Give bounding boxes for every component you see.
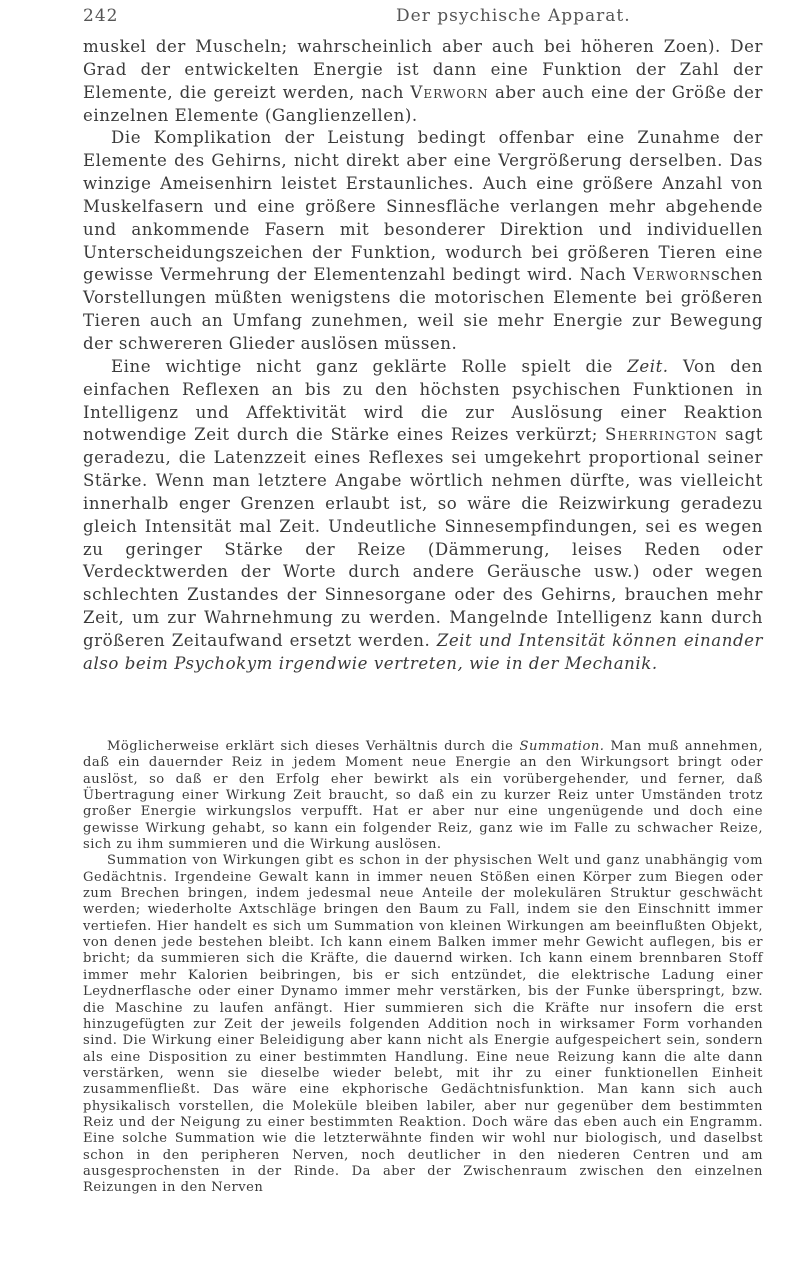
author-name: Verworn bbox=[633, 265, 712, 285]
author-name: Verworn bbox=[410, 82, 489, 102]
text-segment: Man muß annehmen, daß ein dauernder Reiz in jedem Moment neue Energie an den Wirkungsort bringt oder auslöst, so daß er den Erfolg eher bewirkt als ein vorübergehender, und ferner, daß Übertragung einer Wirkung Zeit braucht, so daß ein zu kurzer Reiz unter Umständen trotz großer Energie wirkungslos verpufft. Hat er aber nur eine ungenügende und doch eine gewisse Wirkung gehabt, so kann ein folgender Reiz, ganz wie im Falle zu schwacher Reize, sich zu ihm summieren und die Wirkung auslösen. bbox=[83, 739, 763, 853]
emphasis: Zeit. bbox=[627, 356, 669, 376]
page-number: 242 bbox=[83, 6, 119, 26]
paragraph bbox=[83, 356, 763, 676]
text-segment: sagt geradezu, die Latenzzeit eines Reflexes sei umgekehrt proportional seiner Stärke. Wenn man letztere Angabe wörtlich nehmen dürfte, was vielleicht innerhalb enger Grenzen erlaubt ist, so wäre die Reizwirkung geradezu gleich Intensität mal Zeit. Undeutliche Sinnesempfindungen, sei es wegen zu geringer Stärke der Reize (Dämmerung, leises Reden oder Verdecktwerden der Worte durch andere Geräusche usw.) oder wegen schlechten Zustandes der Sinnesorgane oder des Gehirns, brauchen mehr Zeit, um zur Wahrnehmung zu werden. Mangelnde Intelligenz kann durch größeren Zeitaufwand ersetzt werden. bbox=[83, 425, 763, 650]
text-segment: Möglicherweise erklärt sich dieses Verhältnis durch die bbox=[107, 739, 520, 754]
paragraph bbox=[83, 853, 763, 1196]
page-header bbox=[83, 6, 763, 32]
text-segment: Die Komplikation der Leistung bedingt offenbar eine Zunahme der Elemente des Gehirns, nicht direkt aber eine Vergrößerung derselben. Das winzige Ameisenhirn leistet Erstaunliches. Auch eine größere Anzahl von Muskelfasern und eine größere Sinnesfläche verlangen mehr abgehende und ankommende Fasern mit besonderer Direktion und individuellen Unterscheidungszeichen der Funktion, wodurch bei größeren Tieren eine gewisse Vermehrung der Elementenzahl bedingt wird. Nach bbox=[83, 128, 763, 285]
text-segment: aber auch eine der Größe der einzelnen Elemente (Ganglienzellen). bbox=[83, 82, 763, 125]
paragraph bbox=[83, 127, 763, 355]
text-segment: Eine wichtige nicht ganz geklärte Rolle spielt die bbox=[111, 356, 628, 376]
text-segment: muskel der Muscheln; wahrscheinlich aber auch bei höheren Zoen). Der Grad der entwickelten Energie ist dann eine Funktion der Zahl der Elemente, die gereizt werden, nach bbox=[83, 37, 763, 102]
text-segment: Von den einfachen Reflexen an bis zu den höchsten psychischen Funktionen in Intelligenz und Affektivität wird die zur Auslösung einer Reaktion notwendige Zeit durch die Stärke eines Reizes verkürzt; bbox=[83, 356, 764, 445]
text-segment: Summation von Wirkungen gibt es schon in der physischen Welt und ganz unabhängig vom Gedächtnis. Irgendeine Gewalt kann in immer neuen Stößen einen Körper zum Biegen oder zum Brechen bringen, indem jedesmal neue Anteile der molekulären Struktur geschwächt werden; wiederholte Axtschläge bringen den Baum zu Fall, indem sie den Einschnitt immer vertiefen. Hier handelt es sich um Summation von kleinen Wirkungen am beeinflußten Objekt, von denen jede bestehen bleibt. Ich kann einem Balken immer mehr Gewicht auflegen, bis er bricht; da summieren sich die Kräfte, die dauernd wirken. Ich kann einem brennbaren Stoff immer mehr Kalorien beibringen, bis er sich entzündet, die elektrische Ladung einer Leydnerflasche oder einer Dynamo immer mehr verstärken, bis der Funke überspringt, bzw. die Maschine zu laufen anfängt. Hier summieren sich die Kräfte nur insofern die erst hinzugefügten zur Zeit der jeweils folgenden Addition noch in wirksamer Form vorhanden sind. Die Wirkung einer Beleidigung aber kann nicht als Energie aufgespeichert sein, sondern als eine Disposition zu einer bestimmten Handlung. Eine neue Reizung kann die alte dann verstärken, wenn sie dieselbe wieder belebt, mit ihr zu einer funktionellen Einheit zusammenfließt. Das wäre eine ekphorische Gedächtnisfunktion. Man kann sich auch physikalisch vorstellen, die Moleküle bleiben labiler, aber nur gegenüber dem bestimmten Reiz und der Neigung zu einer bestimmten Reaktion. Doch wäre das eben auch ein Engramm. Eine solche Summation wie die letzterwähnte finden wir wohl nur biologisch, und daselbst schon in den peripheren Nerven, noch deutlicher in den niederen Centren und am ausgesprochensten in der Rinde. Da aber der Zwischenraum zwischen den einzelnen Reizungen in den Nerven bbox=[83, 853, 763, 1196]
author-name: Sherrington bbox=[605, 425, 718, 445]
text-segment: schen Vorstellungen müßten wenigstens die motorischen Elemente bei größeren Tieren auch an Umfang zunehmen, weil sie mehr Energie zur Bewegung der schwereren Glieder auslösen müssen. bbox=[83, 265, 763, 353]
emphasis: Zeit und Intensität können einander also beim Psychokym irgendwie vertreten, wie in der Mechanik. bbox=[83, 630, 763, 673]
paragraph bbox=[83, 36, 763, 127]
paragraph bbox=[83, 739, 763, 853]
note-text bbox=[83, 739, 763, 1197]
running-head: Der psychische Apparat. bbox=[396, 6, 631, 26]
emphasis: Summation. bbox=[519, 739, 605, 754]
main-text bbox=[83, 36, 763, 676]
